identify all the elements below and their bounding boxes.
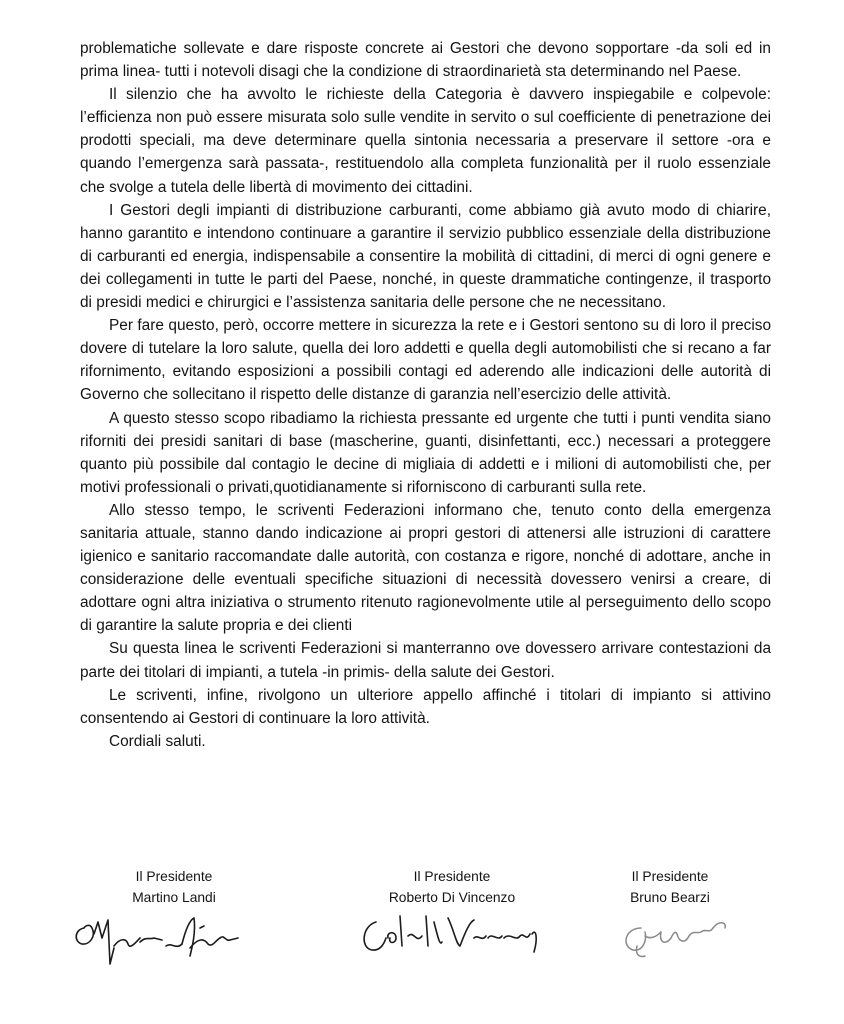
paragraph-4: Per fare questo, però, occorre mettere in sicurezza la rete e i Gestori sentono su di loro il preciso dovere di tutelare la loro salute, quella dei loro addetti e quella degli automobilisti che si recano a far rifornimento, evitando esposizioni a possibili contagi ed aderendo alle indicazioni delle autorità di Governo che sollecitano il rispetto delle distanze di garanzia nell’esercizio delle attività. — [80, 317, 771, 404]
handwritten-signature-bearzi — [615, 906, 740, 964]
paragraph-1: problematiche sollevate e dare risposte concrete ai Gestori che devono sopportare -da soli ed in prima linea- tutti i notevoli disagi che la condizione di straordinarietà sta determinando nel Paese. — [80, 40, 771, 81]
paragraph-7: Su questa linea le scriventi Federazioni si manterranno ove dovessero arrivare contestazioni da parte dei titolari di impianti, a tutela -in primis- della salute dei Gestori. — [80, 640, 771, 681]
handwritten-signature-landi — [70, 908, 245, 970]
signatory-di-vincenzo — [342, 866, 562, 908]
signatory-bearzi — [560, 866, 780, 908]
signatory-landi — [64, 866, 284, 908]
signatory-role: Il Presidente — [135, 869, 213, 884]
paragraph-8: Le scriventi, infine, rivolgono un ulteriore appello affinché i titolari di impianto si attivino consentendo ai Gestori di continuare la loro attività. — [80, 686, 771, 727]
letter-body — [80, 37, 771, 753]
closing-salutation: Cordiali saluti. — [109, 732, 206, 750]
signatory-name: Roberto Di Vincenzo — [388, 890, 516, 905]
handwritten-signature-di-vincenzo — [356, 908, 551, 964]
paragraph-3: I Gestori degli impianti di distribuzione carburanti, come abbiamo già avuto modo di chiarire, hanno garantito e intendono continuare a garantire il servizio pubblico essenziale della distribuzione di carburanti ed energia, indispensabile a consentire la mobilità di cittadini, di merci di ogni genere e dei collegamenti in tutte le parti del Paese, nonché, in queste drammatiche contingenze, il trasporto di presidi medici e chirurgici e l’assistenza sanitaria delle persone che ne necessitano. — [80, 201, 771, 312]
paragraph-5: A questo stesso scopo ribadiamo la richiesta pressante ed urgente che tutti i punti vendita siano riforniti dei presidi sanitari di base (mascherine, guanti, disinfettanti, ecc.) necessari a proteggere quanto più possibile dal contagio le decine di migliaia di addetti e i milioni di automobilisti che, per motivi professionali o privati,quotidianamente si riforniscono di carburanti sulla rete. — [80, 409, 771, 496]
signatory-role: Il Presidente — [413, 869, 491, 884]
signatory-name: Bruno Bearzi — [630, 890, 710, 905]
paragraph-6: Allo stesso tempo, le scriventi Federazioni informano che, tenuto conto della emergenza sanitaria attuale, stanno dando indicazione ai propri gestori di attenersi alle istruzioni di carattere igienico e sanitario raccomandate dalle autorità, con costanza e rigore, nonché di adottare, anche in considerazione delle eventuali specifiche situazioni di necessità dovessero venirsi a creare, di adottare ogni altra iniziativa o strumento ritenuto ragionevolmente utile al perseguimento dello scopo di garantire la salute propria e dei clienti — [80, 501, 771, 635]
signatory-name: Martino Landi — [132, 890, 216, 905]
signatory-role: Il Presidente — [631, 869, 709, 884]
paragraph-2: Il silenzio che ha avvolto le richieste della Categoria è davvero inspiegabile e colpevole: l’efficienza non può essere misurata solo sulle vendite in servito o sul coefficiente di penetrazione dei prodotti speciali, ma deve determinare quella sintonia necessaria a preservare il settore -ora e quando l’emergenza sarà passata-, restituendolo alla completa funzionalità per il ruolo essenziale che svolge a tutela delle libertà di movimento dei cittadini. — [80, 86, 771, 196]
